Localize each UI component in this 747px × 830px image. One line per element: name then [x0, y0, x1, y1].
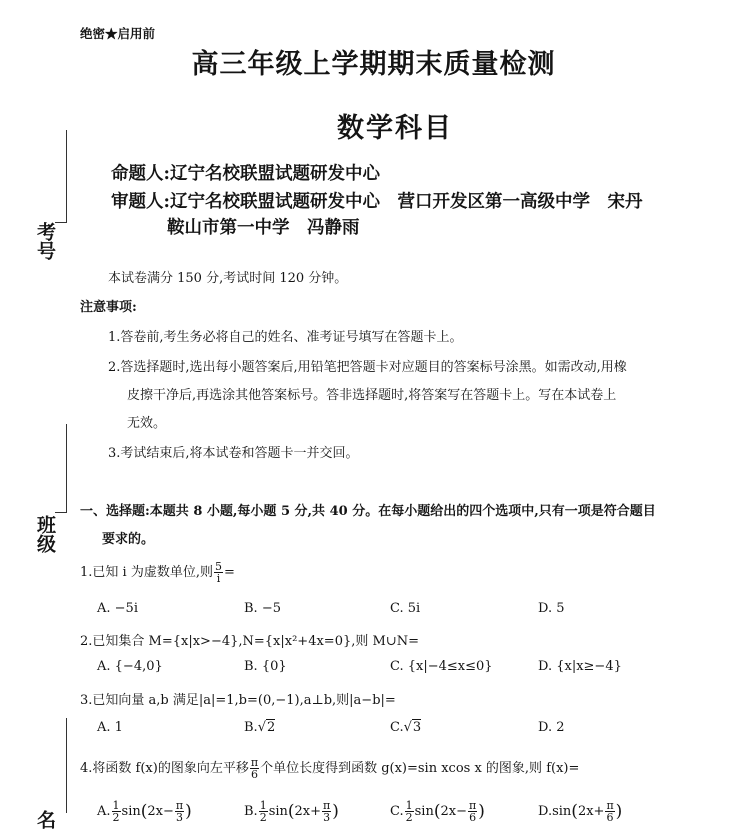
notice-item-2-end: 无效。	[127, 416, 167, 431]
exam-no-label: 考号	[34, 222, 56, 260]
notice-item-3: 3.考试结束后,将本试卷和答题卡一并交回。	[108, 446, 359, 461]
reviewer-line-2: 鞍山市第一中学 冯静雨	[167, 218, 360, 238]
question-3-option-d: D. 2	[538, 720, 565, 735]
question-4-stem: 4.将函数 f(x)的图象向左平移 $\frac{\pi}{6}$ 个单位长度得到函数 g(x)=sin xcos x 的图象,则 f(x)=	[80, 756, 580, 781]
question-3-stem: 3.已知向量 a,b 满足|a|=1,b=(0,−1),a⊥b,则|a−b|=	[80, 693, 396, 708]
section-1-heading-cont: 要求的。	[102, 532, 155, 547]
question-3-option-c: C.√3	[390, 720, 422, 735]
subject-title: 数学科目	[337, 113, 453, 144]
exam-title: 高三年级上学期期末质量检测	[191, 49, 556, 80]
question-1-option-d: D. 5	[538, 601, 565, 616]
question-2-option-a: A. {−4,0}	[97, 659, 163, 674]
question-4-option-c: C. $\frac{1}{2}$ sin(2x− $\frac{\pi}{6}$ )	[390, 799, 485, 824]
question-3-option-b: B.√2	[244, 720, 276, 735]
question-1-option-c: C. 5i	[390, 601, 421, 616]
intro-text: 本试卷满分 150 分,考试时间 120 分钟。	[108, 271, 348, 286]
secret-label: 绝密★启用前	[80, 26, 156, 41]
question-1-option-b: B. −5	[244, 601, 281, 616]
question-1-stem: 1.已知 i 为虚数单位,则 $\frac{5}{i}$ =	[80, 560, 235, 585]
fraction: $\frac{5}{i}$	[214, 560, 222, 585]
section-1-heading: 一、选择题:本题共 8 小题,每小题 5 分,共 40 分。在每小题给出的四个选项中,只有一项是符合题目	[80, 504, 656, 519]
margin-line-top	[66, 130, 67, 222]
notice-item-1: 1.答卷前,考生务必将自己的姓名、准考证号填写在答题卡上。	[108, 330, 463, 345]
question-2-option-d: D. {x|x≥−4}	[538, 659, 622, 674]
class-underline	[55, 512, 67, 513]
question-4-option-b: B. $\frac{1}{2}$ sin(2x+ $\frac{\pi}{3}$ )	[244, 799, 339, 824]
margin-line-bottom	[66, 718, 67, 813]
question-2-stem: 2.已知集合 M={x|x>−4},N={x|x²+4x=0},则 M∪N=	[80, 634, 419, 649]
question-4-option-a: A. $\frac{1}{2}$ sin(2x− $\frac{\pi}{3}$ )	[97, 799, 192, 824]
reviewer-line-1: 审题人:辽宁名校联盟试题研发中心 营口开发区第一高级中学 宋丹	[111, 192, 643, 212]
fraction: $\frac{\pi}{6}$	[250, 756, 259, 781]
proposer-line: 命题人:辽宁名校联盟试题研发中心	[111, 164, 380, 184]
notice-item-2: 2.答选择题时,选出每小题答案后,用铅笔把答题卡对应题目的答案标号涂黑。如需改动,用橡	[108, 360, 627, 375]
question-2-option-b: B. {0}	[244, 659, 287, 674]
question-2-option-c: C. {x|−4≤x≤0}	[390, 659, 493, 674]
name-label: 名	[34, 810, 56, 829]
notice-item-2-cont: 皮擦干净后,再选涂其他答案标号。答非选择题时,将答案写在答题卡上。写在本试卷上	[127, 388, 617, 403]
class-label: 班级	[34, 515, 56, 553]
question-1-option-a: A. −5i	[97, 601, 138, 616]
margin-line-middle	[66, 424, 67, 512]
question-3-option-a: A. 1	[97, 720, 123, 735]
notice-heading: 注意事项:	[80, 300, 137, 315]
question-4-option-d: D.sin(2x+ $\frac{\pi}{6}$ )	[538, 799, 623, 824]
